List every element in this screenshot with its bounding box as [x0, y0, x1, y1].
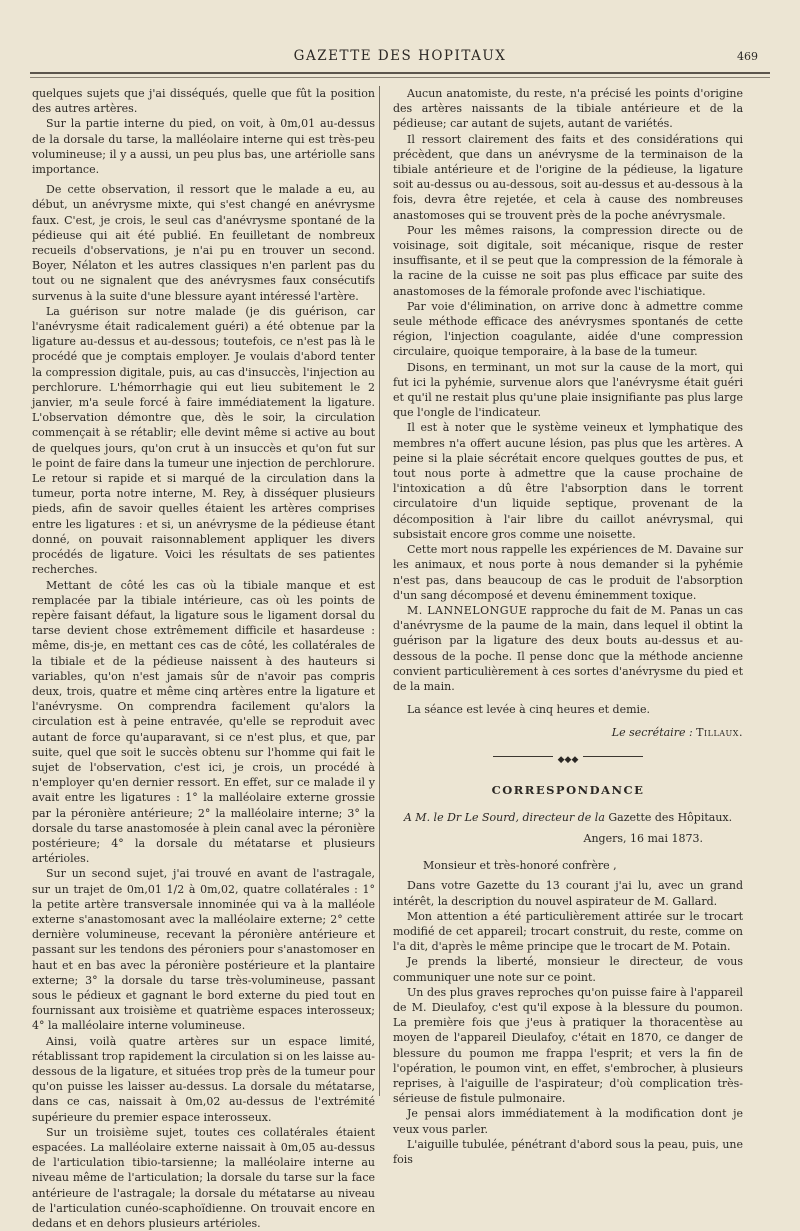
paragraph: Je pensai alors immédiatement à la modification dont je veux vous parler. — [393, 1107, 743, 1136]
paragraph: Pour les mêmes raisons, la compression directe ou de voisinage, soit digitale, soit mécanique, risque de rester insuffisante, et il se peut que la compression de la fémorale à la racine de la cuisse ne soit pas plus efficace par suite des anastomoses de la fémorale profonde avec l'ischiatique. — [393, 223, 743, 298]
paragraph: Cette mort nous rappelle les expériences de M. Davaine sur les animaux, et nous porte à nous demander si la pyhémie n'est pas, dans beaucoup de cas le produit de l'absorption d'un sang décomposé et devenu éminemment toxique. — [393, 543, 743, 602]
left-column — [32, 86, 375, 1231]
paragraph: Un des plus graves reproches qu'on puisse faire à l'appareil de M. Dieulafoy, c'est qu'il expose à la blessure du poumon. La première fois que j'eus à pratiquer la thoracentèse au moyen de l'appareil Dieulafoy, c'était en 1870, ce danger de blessure du poumon me frappa l'esprit; et vers la fin de l'opération, le poumon vint, en effet, s'embrocher, à plusieurs reprises, à l'aiguille de l'aspirateur; d'où complication très-sérieuse de fistule pulmonaire. — [393, 985, 743, 1106]
paragraph: Ainsi, voilà quatre artères sur un espace limité, rétablissant trop rapidement la circulation si on les laisse au-dessous de la ligature, et situées trop près de la tumeur pour qu'on puisse les laisser au-dessus. La dorsale du métatarse, dans ce cas, naissait à 0m,02 au-dessus de l'extrémité supérieure du premier espace interosseux. — [32, 1034, 375, 1124]
paragraph: Je prends la liberté, monsieur le directeur, de vous communiquer une note sur ce point. — [393, 955, 743, 984]
paragraph: Disons, en terminant, un mot sur la cause de la mort, qui fut ici la pyhémie, survenue alors que l'anévrysme était guéri et qu'il ne restait plus qu'une plaie insignifiante pas plus large que l'ongle de l'indicateur. — [393, 360, 743, 420]
page-header — [30, 48, 770, 70]
paragraph: Sur la partie interne du pied, on voit, à 0m,01 au-dessus de la dorsale du tarse, la malléolaire interne qui est très-peu volumineuse; il y a aussi, un peu plus bas, une artériolle sans importance. — [32, 117, 375, 177]
lannelongue-paragraph — [393, 603, 743, 694]
secretary-label: Le secrétaire : — [611, 726, 697, 740]
letter-journal: Gazette des Hôpitaux. — [608, 810, 733, 824]
letter-heading — [393, 810, 743, 825]
paragraph: Par voie d'élimination, on arrive donc à admettre comme seule méthode efficace des anévrysmes spontanés de cette région, l'injection coagulante, aidée d'une compression circulaire, quoique temporaire, à la base de la tumeur. — [393, 299, 743, 359]
paragraph: La guérison sur notre malade (je dis guérison, car l'anévrysme était radicalement guéri) a été obtenue par la ligature au-dessus et au-dessous; toutefois, ce n'est pas là le procédé que je comptais employer. Je voulais d'abord tenter la compression digitale, puis, au cas d'insuccès, l'injection au perchlorure. L'hémorrhagie qui eut lieu subitement le 2 janvier, m'a seule forcé à faire immédiatement la ligature. L'observation démontre que, dès le soir, la circulation commençait à se rétablir; elle devint même si active au bout de quelques jours, qu'on crut à un insuccès et qu'on fut sur le point de faire dans la tumeur une injection de perchlorure. Le retour si rapide et si marqué de la circulation dans la tumeur, porta notre interne, M. Rey, à disséquer plusieurs pieds, afin de savoir quelles étaient les artères comprises entre les ligatures : et si, un anévrysme de la pédieuse étant donné, on pouvait raisonnablement appliquer les divers procédés de ligature. Voici les résultats de ses patientes recherches. — [32, 304, 375, 577]
paragraph: Mettant de côté les cas où la tibiale manque et est remplacée par la tibiale intérieure, cas où les points de repère faisant défaut, la ligature sous le ligament dorsal du tarse devient chose extrêmement difficile et hasardeuse : même, dis-je, en mettant ces cas de côté, les collatérales de la tibiale et de la pédieuse naissent à des hauteurs si variables, qu'on n'est jamais sûr de n'avoir pas compris deux, trois, quatre et même cinq artères entre la ligature et l'anévrysme. On comprendra facilement qu'alors la circulation est à peine entravée, qu'elle se reproduit avec autant de force qu'auparavant, si ce n'est plus, et que, par suite, quel que soit le succès obtenu sur l'homme qui fait le sujet de l'observation, c'est ici, je crois, un procédé à n'employer qu'en dernier ressort. En effet, sur ce malade il y avait entre les ligatures : 1° la malléolaire externe grossie par la péronière antérieure; 2° la malléolaire interne; 3° la dorsale du tarse anastomosée à plein canal avec la péronière postérieure; 4° la dorsale du métatarse et plusieurs artérioles. — [32, 578, 375, 866]
letter-date: Angers, 16 mai 1873. — [583, 831, 703, 845]
paragraph: Aucun anatomiste, du reste, n'a précisé les points d'origine des artères naissants de la tibiale antérieure et de la pédieuse; car autant de sujets, autant de variétés. — [393, 87, 743, 131]
ornament-glyph: ◆◆◆ — [553, 755, 584, 765]
header-rule-thin — [30, 77, 770, 78]
paragraph: Il ressort clairement des faits et des considérations qui précèdent, que dans un anévrysme de la terminaison de la tibiale antérieure et de l'origine de la pédieuse, la ligature soit au-dessus ou au-dessous, soit au-dessus et au-dessous à la fois, devra être rejetée, et cela à cause des nombreuses anastomoses qui se trouvent près de la poche anévrysmale. — [393, 132, 743, 222]
header-rule — [30, 72, 770, 74]
secretary-name: Tillaux. — [696, 726, 743, 740]
speaker-text: rapproche du fait de M. Panas un cas d'anévrysme de la paume de la main, dans lequel il obtint la guérison par la ligature des deux bouts au-dessus et au-dessous de la poche. Il pense donc que la méthode ancienne convient particulièrement à ces sortes d'anévrysme du pied et de la main. — [393, 603, 743, 693]
page-number: 469 — [737, 50, 758, 63]
paragraph: Il est à noter que le système veineux et lymphatique des membres n'a offert aucune lésion, pas plus que les artères. A peine si la plaie sécrétait encore quelques gouttes de pus, et tout nous porte à admettre que la cause prochaine de l'intoxication a dû être l'absorption dans le torrent circulatoire d'un liquide septique, provenant de la décomposition à l'air libre du caillot anévrysmal, qui subsistait encore gros comme une noisette. — [393, 421, 743, 541]
paragraph: L'aiguille tubulée, pénétrant d'abord sous la peau, puis, une fois — [393, 1137, 743, 1166]
section-ornament — [393, 751, 743, 765]
paragraph: Sur un troisième sujet, toutes ces collatérales étaient espacées. La malléolaire externe naissait à 0m,05 au-dessus de l'articulation tibio-tarsienne; la malléolaire interne au niveau même de l'articulation; la dorsale du tarse sur la face antérieure de l'astragale; la dorsale du métatarse au niveau de l'articulation cunéo-scaphoïdienne. On trouvait encore en dedans et en dehors plusieurs artérioles. — [32, 1125, 375, 1231]
journal-title: GAZETTE DES HOPITAUX — [293, 48, 507, 64]
section-title: CORRESPONDANCE — [491, 782, 645, 797]
seance-closing: La séance est levée à cinq heures et demie. — [407, 703, 651, 717]
speaker-name: M. LANNELONGUE — [407, 603, 528, 617]
paragraph: Mon attention a été particulièrement attirée sur le trocart modifié de cet appareil; trocart construit, du reste, comme on l'a dit, d'après le même principe que le trocart de M. Potain. — [393, 909, 743, 954]
column-divider — [379, 86, 380, 1096]
letter-addressee: A M. le Dr Le Sourd, directeur de la — [403, 810, 609, 824]
right-column — [393, 86, 743, 1167]
paragraph: Dans votre Gazette du 13 courant j'ai lu, avec un grand intérêt, la description du nouvel aspirateur de M. Gallard. — [393, 879, 743, 908]
paragraph: De cette observation, il ressort que le malade a eu, au début, un anévrysme mixte, qui s'est changé en anévrysme faux. C'est, je crois, le seul cas d'anévrysme spontané de la pédieuse qui ait été publié. En feuilletant de nombreux recueils d'observations, je n'ai pu en trouver un second. Boyer, Nélaton et les autres classiques n'en parlent pas du tout ou ne signalent que des anévrysmes faux consécutifs survenus à la suite d'une blessure ayant intéressé l'artère. — [32, 183, 375, 303]
secretary-signature — [393, 725, 743, 740]
paragraph: quelques sujets que j'ai disséqués, quelle que fût la position des autres artères. — [32, 87, 375, 116]
letter-salutation: Monsieur et très-honoré confrère , — [423, 859, 617, 873]
paragraph: Sur un second sujet, j'ai trouvé en avant de l'astragale, sur un trajet de 0m,01 1/2 à 0m,02, quatre collatérales : 1° la petite artère transversale innominée qui va à la malléole externe s'anastomosant avec la malléolaire externe; 2° cette dernière volumineuse, recevant la péronière antérieure et passant sur les tendons des péroniers pour s'anastomoser en haut et en bas avec la péronière postérieure et la plantaire externe; 3° la dorsale du tarse très-volumineuse, passant sous le pédieux et gagnant le bord externe du pied tout en fournissant aux troisième et quatrième espaces interosseux; 4° la malléolaire interne volumineuse. — [32, 867, 375, 1033]
